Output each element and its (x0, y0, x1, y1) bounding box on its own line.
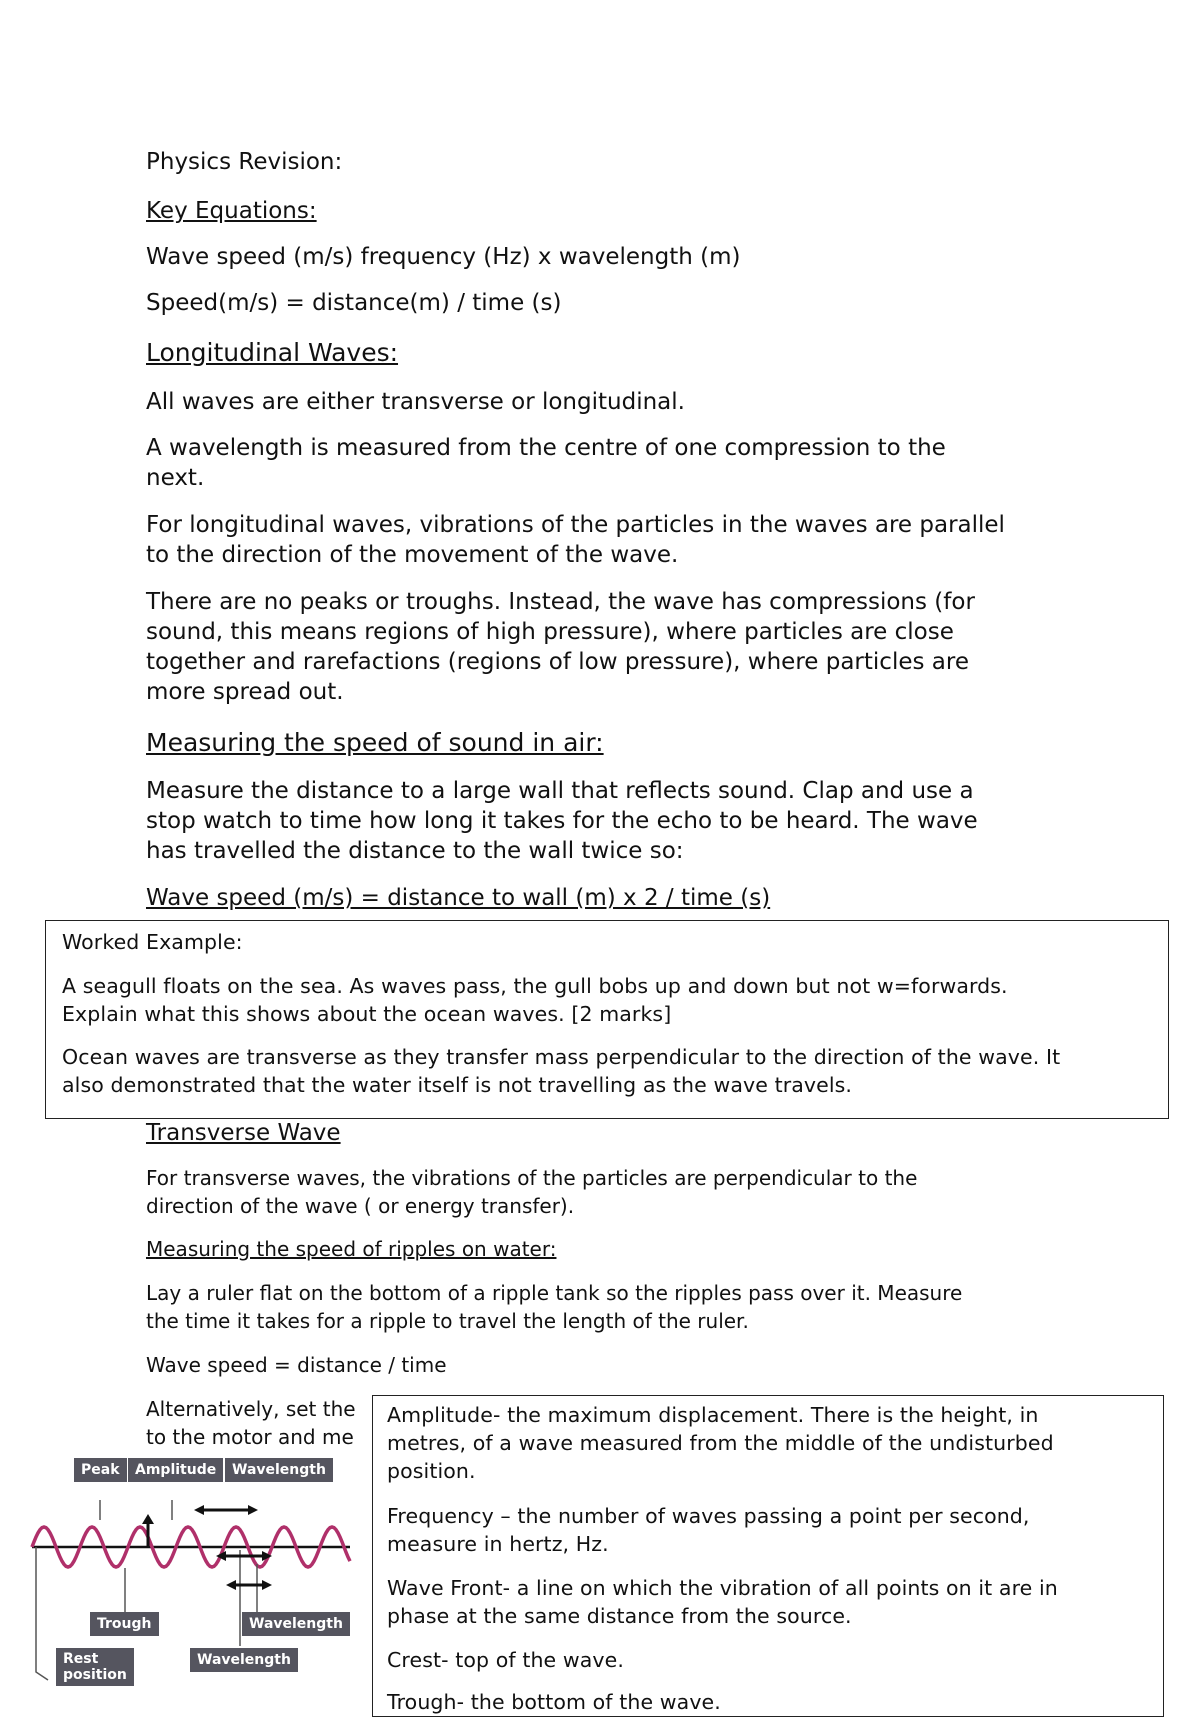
transverse-p1-line1: For transverse waves, the vibrations of the particles are perpendicular to the (146, 1166, 918, 1190)
sound-p1-line1: Measure the distance to a large wall that reflects sound. Clap and use a (146, 778, 974, 804)
ripples-p2-line2: to the motor and me (146, 1425, 354, 1449)
longitudinal-heading: Longitudinal Waves: (146, 338, 399, 367)
rest-position-label-line1: Rest (63, 1651, 99, 1667)
wavelength-bottom-label: Wavelength (190, 1648, 298, 1672)
wave-diagram (20, 1450, 360, 1696)
rest-position-label-line2: position (63, 1667, 127, 1683)
worked-example-question-line1: A seagull floats on the sea. As waves pass, the gull bobs up and down but not w=forwards. (62, 974, 1008, 998)
ripples-p1-line1: Lay a ruler flat on the bottom of a ripple tank so the ripples pass over it. Measure (146, 1281, 963, 1305)
longitudinal-p2-line2: next. (146, 465, 205, 491)
definition-amplitude-line1: Amplitude- the maximum displacement. There is the height, in (387, 1403, 1039, 1427)
sound-heading: Measuring the speed of sound in air: (146, 728, 604, 757)
amplitude-label: Amplitude (128, 1458, 223, 1482)
definition-wavefront-line1: Wave Front- a line on which the vibration of all points on it are in (387, 1576, 1058, 1600)
worked-example-title: Worked Example: (62, 930, 243, 954)
definition-frequency-line2: measure in hertz, Hz. (387, 1532, 609, 1556)
peak-label: Peak (74, 1458, 127, 1482)
definition-wavefront-line2: phase at the same distance from the source. (387, 1604, 852, 1628)
key-equations-heading: Key Equations: (146, 198, 317, 224)
definition-crest: Crest- top of the wave. (387, 1648, 624, 1672)
longitudinal-p4-line2: sound, this means regions of high pressure), where particles are close (146, 619, 954, 645)
worked-example-answer-line1: Ocean waves are transverse as they transfer mass perpendicular to the direction of the wave. It (62, 1045, 1061, 1069)
wavelength-right-label: Wavelength (242, 1612, 350, 1636)
amplitude-arrowhead (142, 1514, 154, 1524)
definitions-box (372, 1395, 1164, 1717)
transverse-p1-line2: direction of the wave ( or energy transfer). (146, 1194, 575, 1218)
worked-example-box (45, 920, 1169, 1119)
sound-p1-line3: has travelled the distance to the wall twice so: (146, 838, 684, 864)
trough-label: Trough (90, 1612, 159, 1636)
definition-frequency-line1: Frequency – the number of waves passing a point per second, (387, 1504, 1030, 1528)
definition-amplitude-line3: position. (387, 1459, 476, 1483)
ripples-p1-line2: the time it takes for a ripple to travel the length of the ruler. (146, 1309, 749, 1333)
definition-trough-partial: Trough- the bottom of the wave. (387, 1690, 721, 1714)
sound-formula: Wave speed (m/s) = distance to wall (m) x 2 / time (s) (146, 885, 771, 911)
longitudinal-p3-line2: to the direction of the movement of the wave. (146, 542, 679, 568)
sound-p1-line2: stop watch to time how long it takes for the echo to be heard. The wave (146, 808, 978, 834)
longitudinal-p4-line3: together and rarefactions (regions of low pressure), where particles are (146, 649, 969, 675)
longitudinal-p2-line1: A wavelength is measured from the centre of one compression to the (146, 435, 946, 461)
page-title: Physics Revision: (146, 149, 343, 175)
longitudinal-p3-line1: For longitudinal waves, vibrations of the particles in the waves are parallel (146, 512, 1005, 538)
equation-speed: Speed(m/s) = distance(m) / time (s) (146, 290, 562, 316)
definition-amplitude-line2: metres, of a wave measured from the middle of the undisturbed (387, 1431, 1054, 1455)
worked-example-answer-line2: also demonstrated that the water itself is not travelling as the wave travels. (62, 1073, 853, 1097)
ripples-p2-line1: Alternatively, set the (146, 1397, 356, 1421)
wavelength-top-label: Wavelength (225, 1458, 333, 1482)
equation-wave-speed: Wave speed (m/s) frequency (Hz) x wavelength (m) (146, 244, 741, 270)
rest-connector (36, 1547, 48, 1680)
longitudinal-p4-line4: more spread out. (146, 679, 344, 705)
worked-example-question-line2: Explain what this shows about the ocean waves. [2 marks] (62, 1002, 672, 1026)
ripples-heading: Measuring the speed of ripples on water: (146, 1237, 557, 1261)
longitudinal-p1: All waves are either transverse or longitudinal. (146, 389, 685, 415)
rest-position-label (56, 1648, 134, 1686)
longitudinal-p4-line1: There are no peaks or troughs. Instead, the wave has compressions (for (146, 589, 975, 615)
ripples-formula: Wave speed = distance / time (146, 1353, 447, 1377)
transverse-heading: Transverse Wave (146, 1120, 341, 1146)
